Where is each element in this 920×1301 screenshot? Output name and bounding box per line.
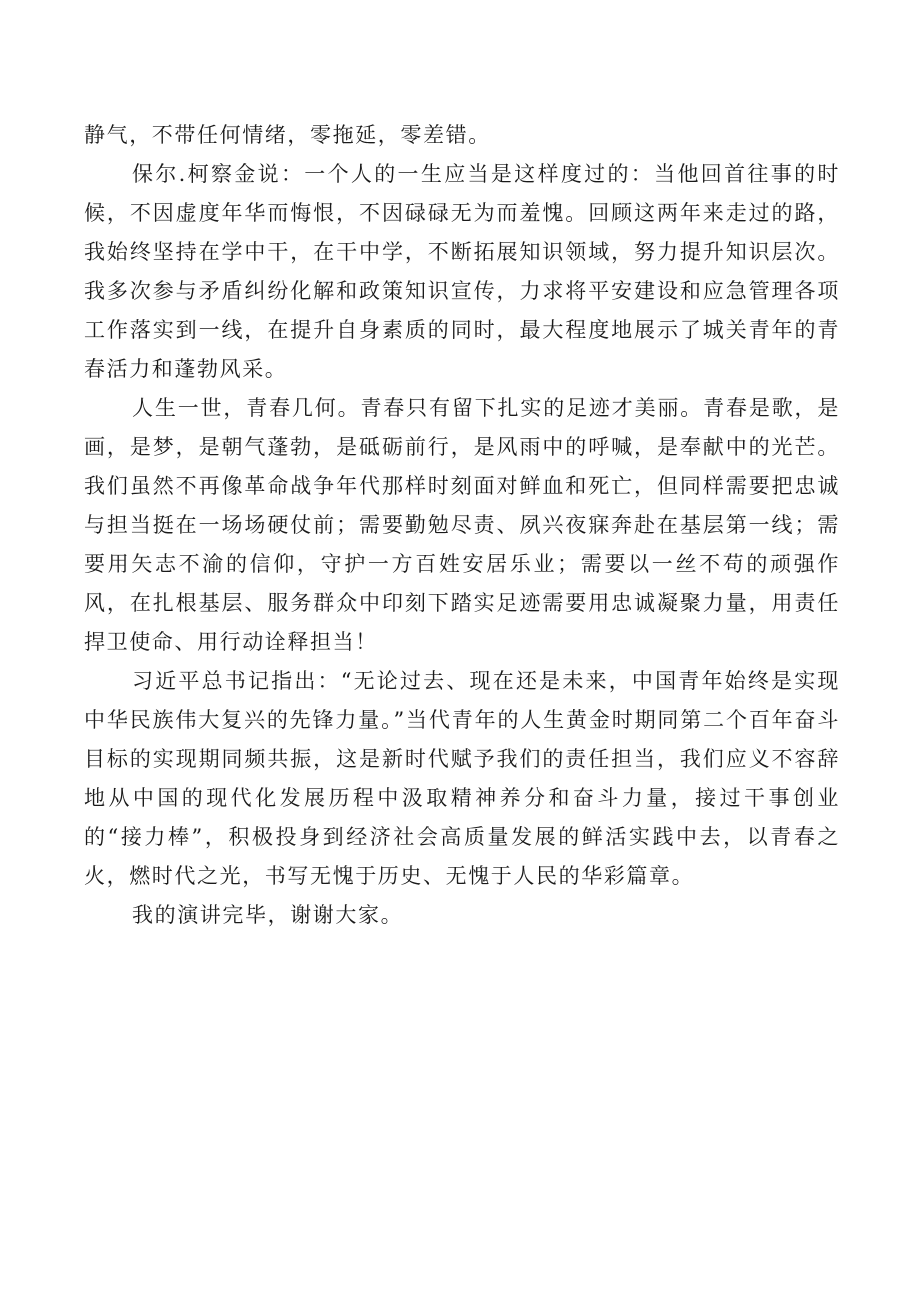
document-body bbox=[84, 116, 840, 935]
paragraph-quote: 习近平总书记指出：“无论过去、现在还是未来，中国青年始终是实现中华民族伟大复兴的先锋力量。”当代青年的人生黄金时期同第二个百年奋斗目标的实现期同频共振，这是新时代赋予我们的责任担当，我们应义不容辞地从中国的现代化发展历程中汲取精神养分和奋斗力量，接过干事创业的“接力棒”，积极投身到经济社会高质量发展的鲜活实践中去，以青春之火，燃时代之光，书写无愧于历史、无愧于人民的华彩篇章。 bbox=[84, 669, 840, 888]
paragraph-continued: 静气，不带任何情绪，零拖延，零差错。 bbox=[84, 123, 491, 147]
paragraph-closing: 我的演讲完毕，谢谢大家。 bbox=[132, 903, 404, 927]
paragraph-youth: 人生一世，青春几何。青春只有留下扎实的足迹才美丽。青春是歌，是画，是梦，是朝气蓬勃，是砥砺前行，是风雨中的呼喊，是奉献中的光芒。我们虽然不再像革命战争年代那样时刻面对鲜血和死亡，但同样需要把忠诚与担当挺在一场场硬仗前；需要勤勉尽责、夙兴夜寐奔赴在基层第一线；需要用矢志不渝的信仰，守护一方百姓安居乐业；需要以一丝不苟的顽强作风，在扎根基层、服务群众中印刻下踏实足迹需要用忠诚凝聚力量，用责任捍卫使命、用行动诠释担当！ bbox=[84, 396, 840, 654]
paragraph-review: 保尔.柯察金说：一个人的一生应当是这样度过的：当他回首往事的时候，不因虚度年华而悔恨，不因碌碌无为而羞愧。回顾这两年来走过的路，我始终坚持在学中干，在干中学，不断拓展知识领域，努力提升知识层次。我多次参与矛盾纠纷化解和政策知识宣传，力求将平安建设和应急管理各项工作落实到一线，在提升自身素质的同时，最大程度地展示了城关青年的青春活力和蓬勃风采。 bbox=[84, 162, 840, 381]
